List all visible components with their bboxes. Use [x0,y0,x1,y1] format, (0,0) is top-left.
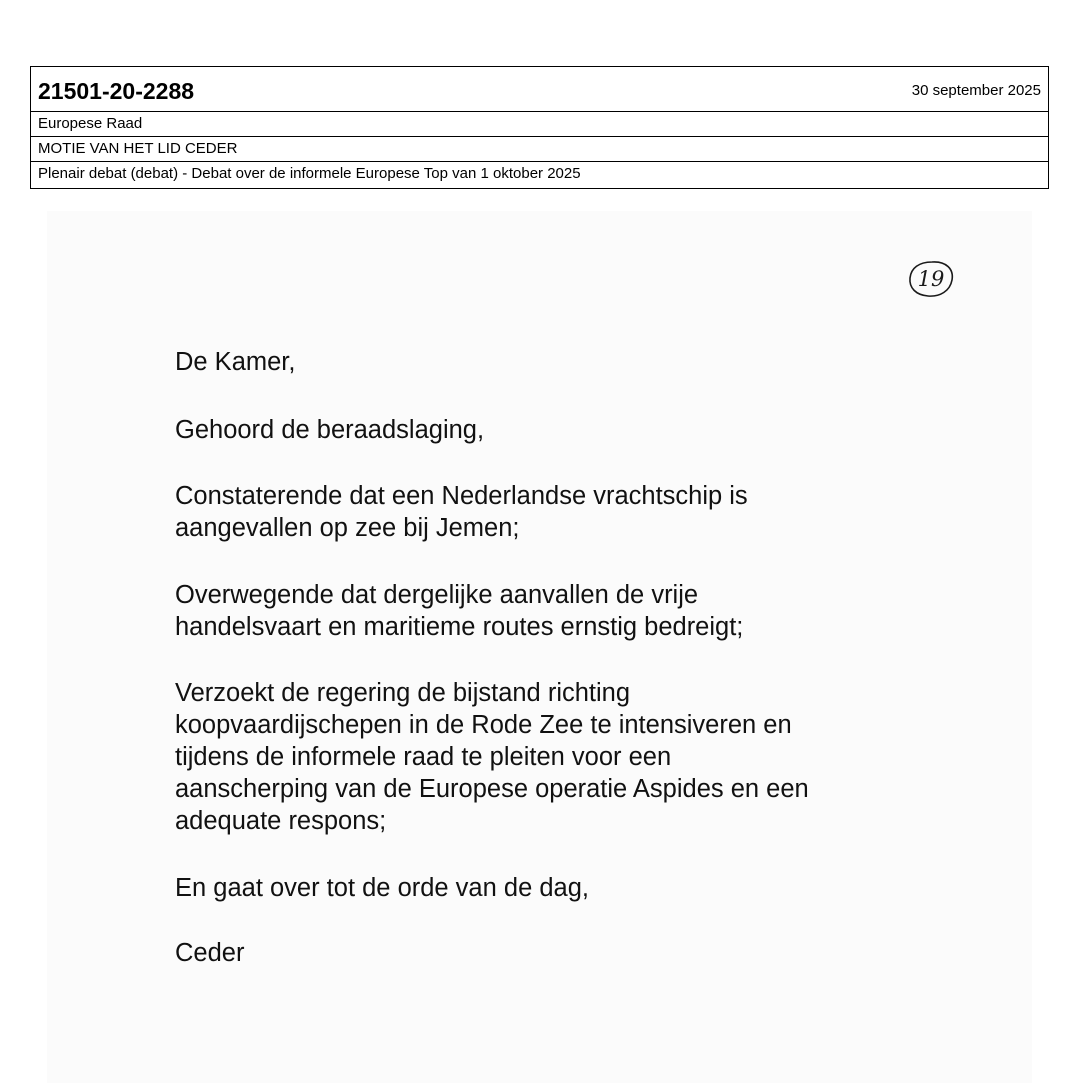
consideration-heard: Gehoord de beraadslaging, [175,416,485,444]
salutation: De Kamer, [175,348,296,376]
document-type-row: MOTIE VAN HET LID CEDER [31,137,1048,162]
request-line-4: aanscherping van de Europese operatie Aspides en een [175,775,809,803]
request-line-3: tijdens de informele raad te pleiten voor een [175,743,672,771]
finding-line-1: Constaterende dat een Nederlandse vrachtschip is [175,482,748,510]
page-mark-number: 19 [917,267,945,291]
document-header [30,66,1049,189]
debate-row: Plenair debat (debat) - Debat over de informele Europese Top van 1 oktober 2025 [38,165,581,182]
closing-line: En gaat over tot de orde van de dag, [175,874,589,902]
consideration-line-1: Overwegende dat dergelijke aanvallen de vrije [175,581,699,609]
header-top-row [31,67,1048,112]
committee-row: Europese Raad [31,112,1048,137]
handwritten-page-mark [906,259,956,299]
finding-line-2: aangevallen op zee bij Jemen; [175,514,520,542]
request-line-5: adequate respons; [175,807,387,835]
request-line-1: Verzoekt de regering de bijstand richting [175,679,631,707]
document-date: 30 september 2025 [911,82,1041,99]
document-number: 21501-20-2288 [38,78,195,104]
signatory: Ceder [175,939,245,967]
request-line-2: koopvaardijschepen in de Rode Zee te intensiveren en [175,711,792,739]
consideration-line-2: handelsvaart en maritieme routes ernstig bedreigt; [175,613,744,641]
